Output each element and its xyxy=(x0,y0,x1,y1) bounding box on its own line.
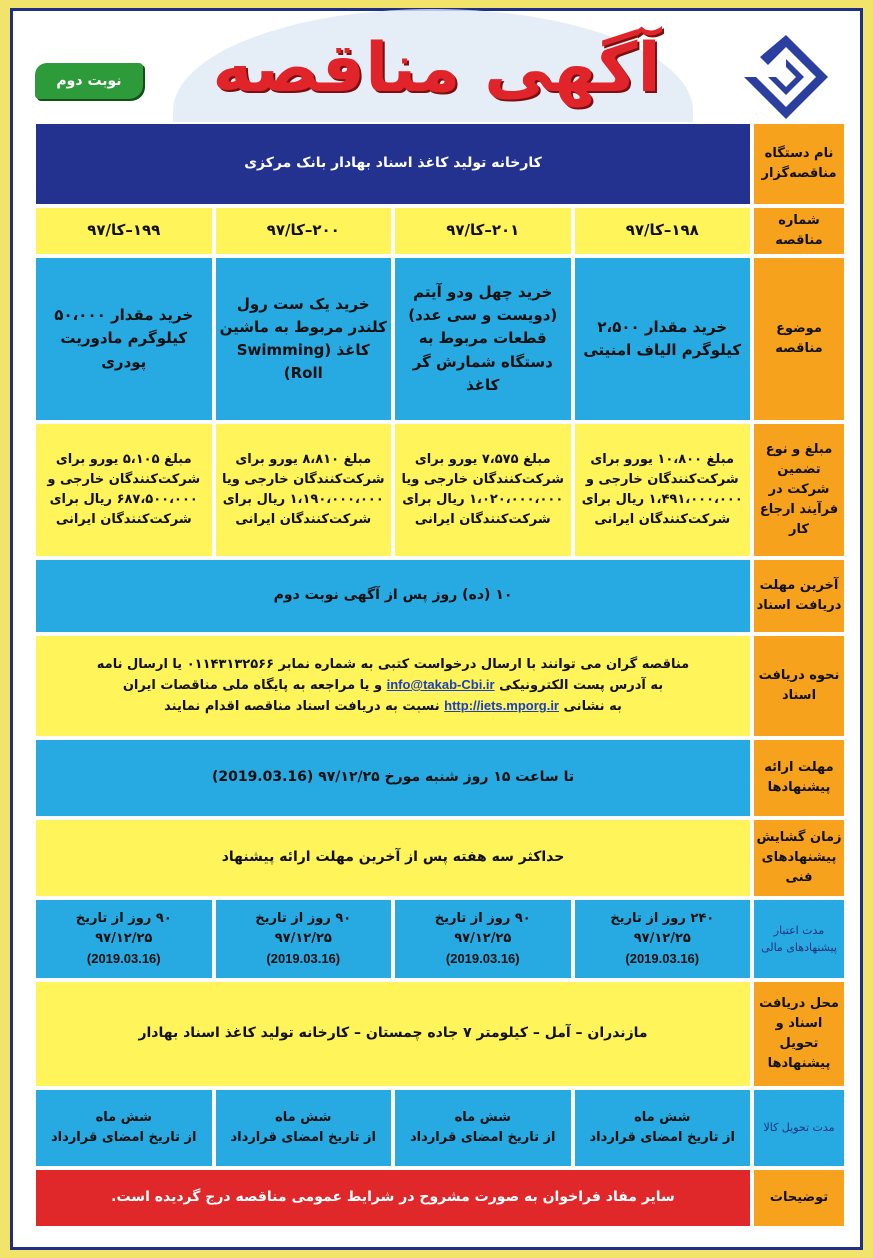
opening-label: زمان گشایش پیشنهادهای فنی xyxy=(752,818,846,898)
doc-method-line2 xyxy=(97,675,689,696)
validity-gregorian: (2019.03.16) xyxy=(445,951,520,967)
organizer-value: کارخانه تولید کاغذ اسناد بهادار بانک مرکزی xyxy=(34,122,752,206)
delivery-label: مدت تحویل کالا xyxy=(752,1088,846,1168)
doc-method-line2-post: و یا مراجعه به پایگاه ملی مناقصات ایران xyxy=(122,677,383,693)
subject-cell: خرید یک ست رول کلندر مربوط به ماشین کاغذ (Swimming Roll) xyxy=(214,256,394,422)
guarantee-cell: مبلغ ۸،۸۱۰ یورو برای شرکت‌کنندگان خارجی ویا ۱،۱۹۰،۰۰۰،۰۰۰ ریال برای شرکت‌کنندگان ایرانی xyxy=(214,422,394,558)
notice-title: آگهی مناقصه xyxy=(212,29,661,108)
doc-method-line3-post: نسبت به دریافت اسناد مناقصه اقدام نمایند xyxy=(164,699,440,715)
row-location xyxy=(34,980,846,1088)
doc-deadline-value: ۱۰ (ده) روز پس از آگهی نوبت دوم xyxy=(34,558,752,634)
guarantee-label: مبلغ و نوع تضمین شرکت در فرآیند ارجاع کار xyxy=(752,422,846,558)
row-guarantee xyxy=(34,422,846,558)
organizer-label: نام دستگاه مناقصه‌گزار xyxy=(752,122,846,206)
row-subject xyxy=(34,256,846,422)
row-organizer xyxy=(34,122,846,206)
guarantee-cell: مبلغ ۷،۵۷۵ یورو برای شرکت‌کنندگان خارجی ویا ۱،۰۲۰،۰۰۰،۰۰۰ ریال برای شرکت‌کنندگان ایرانی xyxy=(393,422,573,558)
validity-cell xyxy=(573,898,753,980)
delivery-duration: شش ماه xyxy=(634,1109,691,1125)
tender-number-cell: ۲۰۰–کا/۹۷ xyxy=(214,206,394,256)
delivery-duration: شش ماه xyxy=(454,1109,511,1125)
doc-method-value xyxy=(34,634,752,738)
validity-cell xyxy=(34,898,214,980)
iets-link[interactable]: http://iets.mporg.ir xyxy=(444,698,559,714)
tender-number-cell: ۲۰۱–کا/۹۷ xyxy=(393,206,573,256)
location-label: محل دریافت اسناد و تحویل پیشنهادها xyxy=(752,980,846,1088)
validity-days: ۹۰ روز از تاریخ xyxy=(255,910,352,926)
header xyxy=(13,11,860,129)
validity-gregorian: (2019.03.16) xyxy=(86,951,161,967)
bid-deadline-label: مهلت ارائه پیشنهادها xyxy=(752,738,846,818)
doc-method-line3 xyxy=(97,696,689,717)
validity-date: ۹۷/۱۲/۲۵ xyxy=(454,930,512,946)
validity-gregorian: (2019.03.16) xyxy=(625,951,700,967)
delivery-cell xyxy=(34,1088,214,1168)
validity-date: ۹۷/۱۲/۲۵ xyxy=(633,930,691,946)
delivery-duration: شش ماه xyxy=(95,1109,152,1125)
validity-days: ۹۰ روز از تاریخ xyxy=(434,910,531,926)
delivery-cell xyxy=(214,1088,394,1168)
notes-label: توضیحات xyxy=(752,1168,846,1228)
tender-number-cell: ۱۹۸–کا/۹۷ xyxy=(573,206,753,256)
subject-cell: خرید چهل ودو آیتم (دویست و سی عدد) قطعات مربوط به دستگاه شمارش گر کاغذ xyxy=(393,256,573,422)
delivery-from: از تاریخ امضای قرارداد xyxy=(589,1130,735,1145)
doc-method-line2-pre: به آدرس پست الکترونیکی xyxy=(499,677,664,693)
validity-cell xyxy=(393,898,573,980)
row-doc-deadline xyxy=(34,558,846,634)
delivery-from: از تاریخ امضای قرارداد xyxy=(410,1130,556,1145)
validity-cell xyxy=(214,898,394,980)
subject-cell: خرید مقدار ۵۰،۰۰۰ کیلوگرم مادوریت پودری xyxy=(34,256,214,422)
email-link[interactable]: info@takab-Cbi.ir xyxy=(386,676,495,692)
row-opening xyxy=(34,818,846,898)
delivery-cell xyxy=(573,1088,753,1168)
tender-number-cell: ۱۹۹–کا/۹۷ xyxy=(34,206,214,256)
opening-value: حداکثر سه هفته پس از آخرین مهلت ارائه پیشنهاد xyxy=(34,818,752,898)
doc-method-label: نحوه دریافت اسناد xyxy=(752,634,846,738)
tender-number-label: شماره مناقصه xyxy=(752,206,846,256)
subject-label: موضوع مناقصه xyxy=(752,256,846,422)
location-value: مازندران – آمل – کیلومتر ۷ جاده چمستان – کارخانه تولید کاغذ اسناد بهادار xyxy=(34,980,752,1088)
delivery-duration: شش ماه xyxy=(275,1109,332,1125)
validity-days: ۹۰ روز از تاریخ xyxy=(75,910,172,926)
guarantee-cell: مبلغ ۱۰،۸۰۰ یورو برای شرکت‌کنندگان خارجی و ۱،۴۹۱،۰۰۰،۰۰۰ ریال برای شرکت‌کنندگان ایرانی xyxy=(573,422,753,558)
row-bid-deadline xyxy=(34,738,846,818)
row-notes xyxy=(34,1168,846,1228)
validity-date: ۹۷/۱۲/۲۵ xyxy=(95,930,153,946)
second-round-badge: نوبت دوم xyxy=(35,63,143,99)
row-validity xyxy=(34,898,846,980)
notes-value: سایر مفاد فراخوان به صورت مشروح در شرایط عمومی مناقصه درج گردیده است. xyxy=(34,1168,752,1228)
doc-method-line1: مناقصه گران می توانند با ارسال درخواست کتبی به شماره نمابر ۰۱۱۴۳۱۳۲۵۶۶ یا ارسال نامه xyxy=(96,656,690,672)
row-tender-number xyxy=(34,206,846,256)
guarantee-cell: مبلغ ۵،۱۰۵ یورو برای شرکت‌کنندگان خارجی و ۶۸۷،۵۰۰،۰۰۰ ریال برای شرکت‌کنندگان ایرانی xyxy=(34,422,214,558)
delivery-from: از تاریخ امضای قرارداد xyxy=(230,1130,376,1145)
row-delivery xyxy=(34,1088,846,1168)
bid-deadline-value: تا ساعت ۱۵ روز شنبه مورخ ۹۷/۱۲/۲۵ (2019.03.16) xyxy=(34,738,752,818)
delivery-from: از تاریخ امضای قرارداد xyxy=(51,1130,197,1145)
validity-gregorian: (2019.03.16) xyxy=(266,951,341,967)
row-doc-method xyxy=(34,634,846,738)
validity-date: ۹۷/۱۲/۲۵ xyxy=(274,930,332,946)
validity-days: ۲۴۰ روز از تاریخ xyxy=(610,910,715,926)
central-bank-logo-icon xyxy=(742,33,830,121)
doc-method-line3-pre: به نشانی xyxy=(563,699,622,715)
doc-deadline-label: آخرین مهلت دریافت اسناد xyxy=(752,558,846,634)
subject-cell: خرید مقدار ۲،۵۰۰ کیلوگرم الیاف امنیتی xyxy=(573,256,753,422)
delivery-cell xyxy=(393,1088,573,1168)
validity-label: مدت اعتبار پیشنهادهای مالی xyxy=(752,898,846,980)
